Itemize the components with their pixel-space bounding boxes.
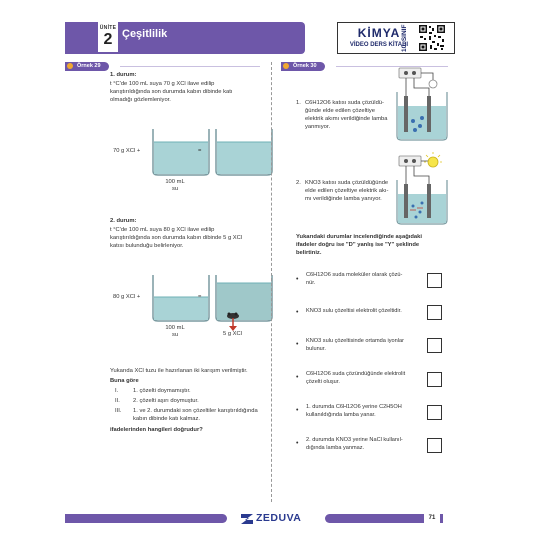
example-29-label: Örnek 29 [77, 63, 101, 69]
unit-label: ÜNİTE [99, 25, 117, 31]
case1-title: 1. durum: [110, 72, 137, 78]
question-final: ifadelerinden hangileri doğrudur? [110, 427, 203, 433]
option-1: 1. çözelti doymamıştır. [133, 388, 191, 394]
setup-1-line3: elektrik akımı verildiğinde lamba [305, 116, 388, 122]
case1-line3: olmadığı gözlemleniyor. [110, 97, 171, 103]
answer-box-2[interactable] [427, 305, 442, 320]
check-icon [67, 63, 73, 69]
statement-4 [306, 371, 416, 386]
beaker-water-2 [150, 273, 212, 323]
residue-label: 5 g XCl [223, 331, 243, 337]
bullet: • [296, 440, 299, 447]
example-30-tag [281, 62, 325, 71]
footer-bar-left [65, 514, 227, 523]
beaker-solution-2 [213, 273, 275, 323]
answer-box-6[interactable] [427, 438, 442, 453]
statement-6-line1: 2. durumda KNO3 yerine NaCl kullanıl- [306, 437, 403, 443]
statement-3-line1: KNO3 sulu çözeltisinde ortamda iyonlar [306, 338, 404, 344]
statement-5-line1: 1. durumda C6H12O6 yerine C2H5OH [306, 404, 402, 410]
bullet: • [296, 407, 299, 414]
statement-5 [306, 404, 416, 419]
bullet: • [296, 341, 299, 348]
setup-1-line1: C6H12O6 katısı suda çözüldü- [305, 100, 384, 106]
statement-4-line2: çözelti oluşur. [306, 378, 340, 385]
brand-sub: VİDEO DERS KİTABI [349, 42, 409, 48]
setup-2-num: 2. [296, 180, 301, 186]
equals-sign-2: = [198, 294, 202, 300]
bullet: • [296, 374, 299, 381]
beaker1-water: su [171, 186, 179, 192]
unit-badge [98, 22, 118, 52]
circuit-setup-1 [393, 66, 451, 142]
option-3-line2: kabın dibinde katı kalmaz. [133, 416, 201, 422]
example-30-label: Örnek 30 [293, 63, 317, 69]
statement-6-line2: dığında lamba yanmaz. [306, 444, 365, 451]
zeduva-logo-icon [240, 512, 254, 526]
page-number: 71 [424, 514, 440, 523]
brand-main: KİMYA [357, 26, 401, 40]
setup-1-num: 1. [296, 100, 301, 106]
case2-mass-label: 80 g XCl + [113, 294, 141, 300]
option-3-num: III. [115, 408, 122, 414]
answer-box-3[interactable] [427, 338, 442, 353]
bullet: • [296, 309, 299, 316]
statement-1 [306, 272, 416, 287]
circuit-setup-2 [393, 150, 451, 226]
case2-title: 2. durum: [110, 218, 137, 224]
brand-logo-text: ZEDUVA [256, 512, 302, 524]
grade-label: 10. SINIF [401, 24, 408, 52]
statement-2 [306, 308, 416, 316]
statement-1-line1: C6H12O6 suda moleküler olarak çözü- [306, 272, 403, 278]
question-accord: Buna göre [110, 378, 139, 384]
statement-3-line2: bulunur. [306, 345, 326, 352]
instruction-line1: Yukarıdaki durumlar incelendiğinde aşağıdaki [296, 234, 422, 240]
answer-box-4[interactable] [427, 372, 442, 387]
setup-2-line3: mı verildiğinde lamba yanıyor. [305, 196, 382, 202]
arrow-down-icon [228, 318, 238, 332]
case1-line2: karıştırıldığında son durumda kabın dibinde katı [110, 89, 233, 95]
case2-line2: karıştırıldığında son durumda kabın dibinde 5 g XCl [110, 235, 243, 241]
case1-line1: t °C'de 100 mL suya 70 g XCl ilave edilip [110, 81, 215, 87]
instruction-line3: belirtiniz. [296, 250, 322, 256]
case1-mass-label: 70 g XCl + [113, 148, 141, 154]
case2-line1: t °C'de 100 mL suya 80 g XCl ilave edilip [110, 227, 215, 233]
answer-box-5[interactable] [427, 405, 442, 420]
statement-4-line1: C6H12O6 suda çözündüğünde elektrolit [306, 371, 406, 377]
option-3-line1: 1. ve 2. durumdaki son çözeltiler karıştırıldığında [133, 408, 258, 414]
option-1-num: I. [115, 388, 119, 394]
statement-1-line2: nür. [306, 279, 316, 286]
bullet: • [296, 276, 299, 283]
option-2: 2. çözelti aşırı doymuştur. [133, 398, 199, 404]
beaker2-water: su [171, 332, 179, 338]
beaker-solution-1 [213, 127, 275, 177]
example-29-tag [65, 62, 109, 71]
statement-5-line2: kullanıldığında lamba yanar. [306, 411, 376, 418]
column-divider [271, 62, 272, 502]
tag-rule [120, 66, 260, 67]
statement-6 [306, 437, 416, 452]
answer-box-1[interactable] [427, 273, 442, 288]
question-intro: Yukarıda XCl tuzu ile hazırlanan iki karışım verilmiştir. [110, 368, 248, 374]
equals-sign-1: = [198, 148, 202, 154]
unit-number: 2 [103, 31, 113, 48]
case2-line3: katısı bulunduğu belirleniyor. [110, 243, 184, 249]
option-2-num: II. [115, 398, 120, 404]
instruction-line2: ifadeler doğru ise "D" yanlış ise "Y" şeklinde [296, 242, 420, 248]
qr-code-icon[interactable] [418, 24, 446, 52]
statement-3 [306, 338, 416, 353]
beaker-water-1 [150, 127, 212, 177]
beaker1-volume: 100 mL [165, 179, 185, 185]
setup-2-line1: KNO3 katısı suda çözüldüğünde [305, 180, 389, 186]
setup-1-line2: ğünde elde edilen çözeltiye [305, 108, 375, 114]
setup-2-line2: elde edilen çözeltiye elektrik akı- [305, 188, 389, 194]
setup-1-line4: yanmıyor. [305, 124, 331, 130]
page-title: Çeşitlilik [122, 28, 168, 40]
check-icon [283, 63, 289, 69]
beaker2-volume: 100 mL [165, 325, 185, 331]
statement-2-line1: KNO3 sulu çözeltisi elektrolit çözeltidir. [306, 308, 402, 314]
